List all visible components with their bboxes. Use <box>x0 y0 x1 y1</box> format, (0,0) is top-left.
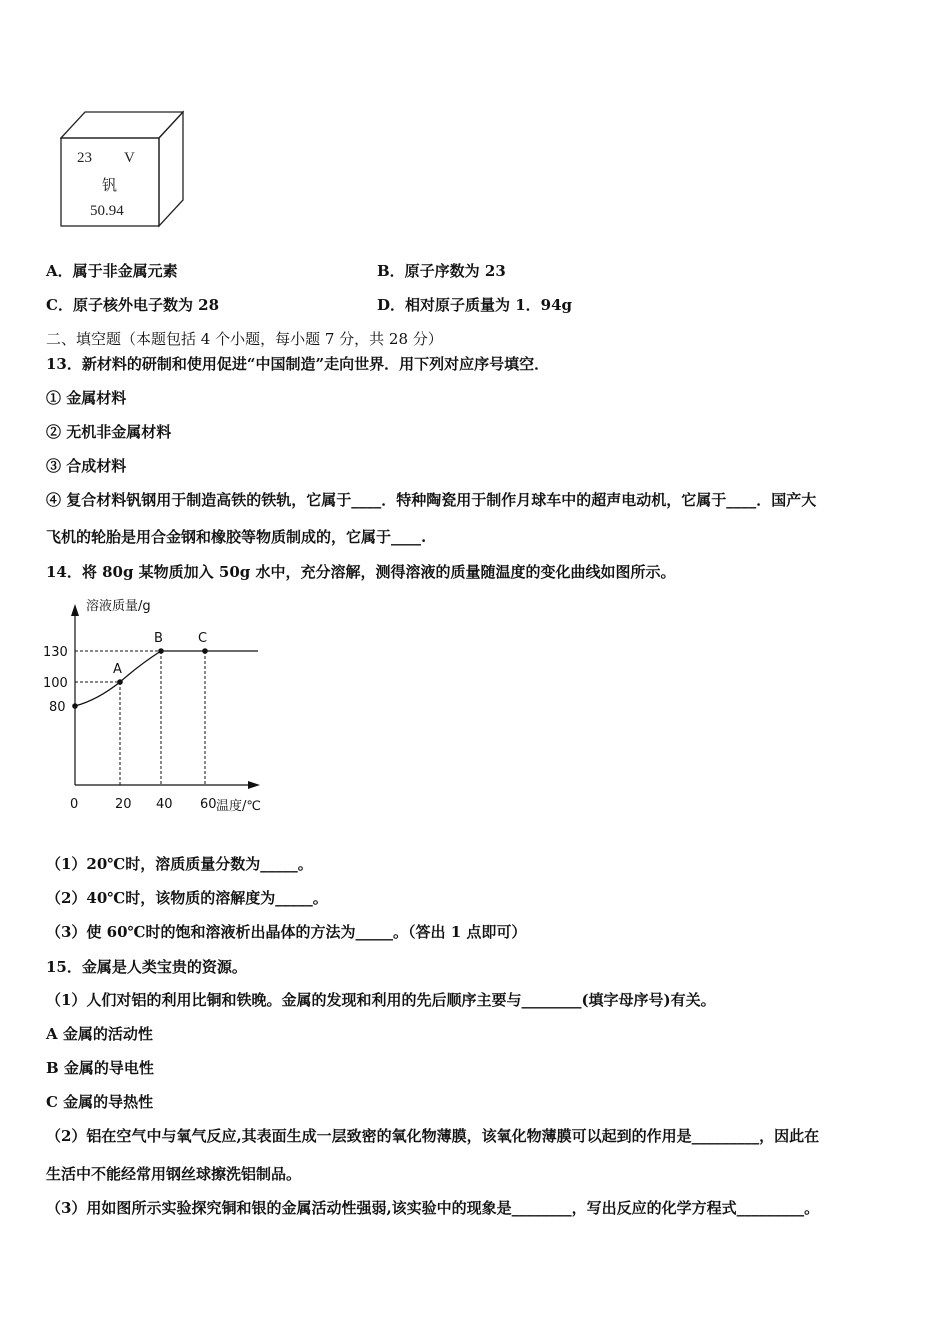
x-tick-label: 20 <box>115 797 132 812</box>
point-label-b: B <box>154 631 163 646</box>
q14-sub2: （2）40℃时，该物质的溶解度为_____。 <box>46 889 328 907</box>
x-tick-label: 40 <box>156 797 173 812</box>
y-axis-label: 溶液质量/g <box>86 599 151 614</box>
q12-option-d: D．相对原子质量为 1．94g <box>377 296 573 314</box>
element-atomic-number: 23 <box>77 150 92 166</box>
point-label-a: A <box>113 662 122 677</box>
point-b <box>158 648 164 654</box>
point-label-c: C <box>198 631 208 646</box>
q15-sub2-line2: 生活中不能经常用钢丝球擦洗铝制品。 <box>46 1165 302 1183</box>
point-c <box>202 648 208 654</box>
y-tick-label: 130 <box>43 645 68 660</box>
element-card <box>60 110 184 228</box>
y-tick-label: 100 <box>43 676 68 691</box>
point-a <box>117 679 123 685</box>
y-tick-label: 80 <box>49 700 66 715</box>
q12-option-b: B．原子序数为 23 <box>377 262 506 280</box>
q15-option-c: C 金属的导热性 <box>46 1093 154 1111</box>
q13-option-4-line1: ④ 复合材料钒钢用于制造高铁的铁轨，它属于____．特种陶瓷用于制作月球车中的超声电动机，它属于____．国产大 <box>46 491 817 509</box>
q13-stem: 13．新材料的研制和使用促进“中国制造”走向世界．用下列对应序号填空． <box>46 355 550 373</box>
point-start <box>72 703 78 709</box>
q13-option-1: ① 金属材料 <box>46 389 127 407</box>
x-tick-label: 60 <box>200 797 217 812</box>
q15-option-b: B 金属的导电性 <box>46 1059 154 1077</box>
x-axis-label: 温度/℃ <box>216 799 261 814</box>
element-symbol: V <box>124 150 135 166</box>
q14-sub1: （1）20℃时，溶质质量分数为_____。 <box>46 855 313 873</box>
q14-sub3: （3）使 60℃时的饱和溶液析出晶体的方法为_____。（答出 1 点即可） <box>46 923 527 941</box>
q13-option-2: ② 无机非金属材料 <box>46 423 172 441</box>
q13-option-3: ③ 合成材料 <box>46 457 127 475</box>
section2-title: 二、填空题（本题包括 4 个小题，每小题 7 分，共 28 分） <box>46 330 443 348</box>
q15-sub3: （3）用如图所示实验探究铜和银的金属活动性强弱,该实验中的现象是________，写出反应的化学方程式_________。 <box>46 1199 820 1217</box>
chart-svg <box>40 592 280 822</box>
x-tick-label: 0 <box>70 797 79 812</box>
solution-mass-chart <box>40 592 280 822</box>
element-atomic-mass: 50.94 <box>90 203 124 219</box>
q15-sub2-line1: （2）铝在空气中与氧气反应,其表面生成一层致密的氧化物薄膜，该氧化物薄膜可以起到的作用是_________，因此在 <box>46 1127 820 1145</box>
q12-option-c: C．原子核外电子数为 28 <box>46 296 220 314</box>
q15-stem: 15．金属是人类宝贵的资源。 <box>46 958 247 976</box>
q15-sub1: （1）人们对铝的利用比铜和铁晚。金属的发现和利用的先后顺序主要与________(填字母序号)有关。 <box>46 991 716 1009</box>
element-name: 钒 <box>102 176 118 194</box>
q12-option-a: A．属于非金属元素 <box>46 262 178 280</box>
x-axis-arrow <box>248 781 260 789</box>
y-axis-arrow <box>71 604 79 616</box>
q14-stem: 14．将 80g 某物质加入 50g 水中，充分溶解，测得溶液的质量随温度的变化曲线如图所示。 <box>46 563 676 581</box>
q15-option-a: A 金属的活动性 <box>46 1025 153 1043</box>
q13-option-4-line2: 飞机的轮胎是用合金钢和橡胶等物质制成的，它属于____. <box>46 528 427 546</box>
series-curve <box>75 651 161 706</box>
